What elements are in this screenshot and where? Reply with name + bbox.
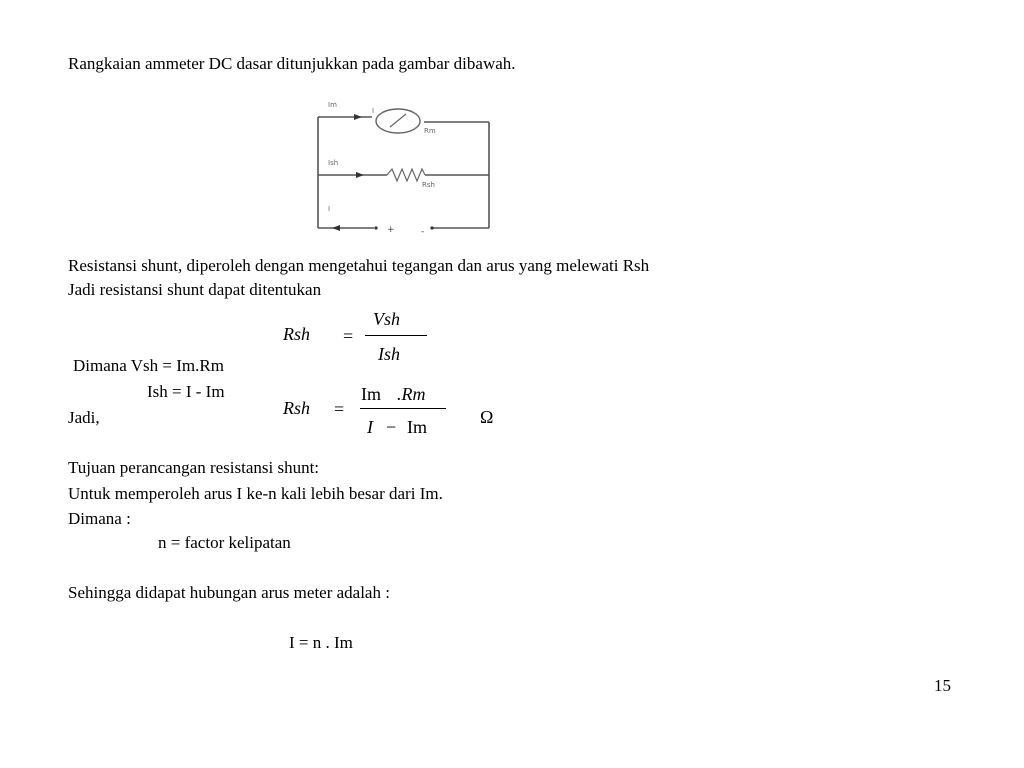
- label-rm: Rm: [424, 127, 436, 135]
- where-vsh: Dimana Vsh = Im.Rm: [73, 356, 224, 375]
- label-ish: Ish: [328, 159, 339, 167]
- purpose-text: Untuk memperoleh arus I ke-n kali lebih besar dari Im.: [68, 484, 443, 503]
- relation-text: Sehingga didapat hubungan arus meter adalah :: [68, 583, 390, 602]
- eq1-fraction-bar: [365, 335, 427, 336]
- relation-equation: I = n . Im: [289, 633, 353, 652]
- source-terminal-negative: [430, 226, 433, 229]
- page-number: 15: [934, 676, 951, 695]
- eq2-numerator-rm: .Rm: [397, 384, 426, 404]
- shunt-text-1: Resistansi shunt, diperoleh dengan mengetahui tegangan dan arus yang melewati Rsh: [68, 256, 650, 275]
- eq2-lhs: Rsh: [283, 398, 310, 418]
- shunt-resistor-icon: [387, 169, 425, 181]
- eq1-lhs: Rsh: [283, 324, 310, 344]
- arrow-i-icon: [332, 225, 340, 231]
- arrow-ish-icon: [356, 172, 364, 178]
- eq2-numerator-im: Im: [361, 384, 381, 404]
- label-minus: -: [421, 227, 425, 237]
- dimana-label: Dimana :: [68, 509, 131, 528]
- eq1-numerator: Vsh: [373, 309, 400, 329]
- jadi-text: Jadi,: [68, 408, 100, 427]
- eq1-denominator: Ish: [378, 344, 400, 364]
- source-terminal-positive: [374, 226, 377, 229]
- label-i1: I: [372, 107, 375, 115]
- label-rsh: Rsh: [422, 181, 435, 189]
- ohm-unit: Ω: [480, 407, 494, 427]
- eq2-equals: =: [334, 399, 345, 419]
- shunt-text-2: Jadi resistansi shunt dapat ditentukan: [68, 280, 322, 299]
- intro-text: Rangkaian ammeter DC dasar ditunjukkan pada gambar dibawah.: [68, 54, 516, 73]
- ammeter-circuit-diagram: [312, 95, 512, 237]
- label-im: Im: [328, 101, 337, 109]
- eq2-denominator-i: I: [367, 417, 373, 437]
- n-definition: n = factor kelipatan: [158, 533, 291, 552]
- meter-needle-icon: [390, 114, 406, 127]
- arrow-im-icon: [354, 114, 362, 120]
- label-plus: +: [387, 225, 395, 235]
- purpose-title: Tujuan perancangan resistansi shunt:: [68, 458, 320, 477]
- where-ish: Ish = I - Im: [147, 382, 225, 401]
- label-i: I: [328, 205, 331, 213]
- eq1-equals: =: [343, 326, 354, 346]
- eq2-denominator-minus: −: [386, 417, 397, 437]
- eq2-fraction-bar: [360, 408, 446, 409]
- eq2-denominator-im: Im: [407, 417, 427, 437]
